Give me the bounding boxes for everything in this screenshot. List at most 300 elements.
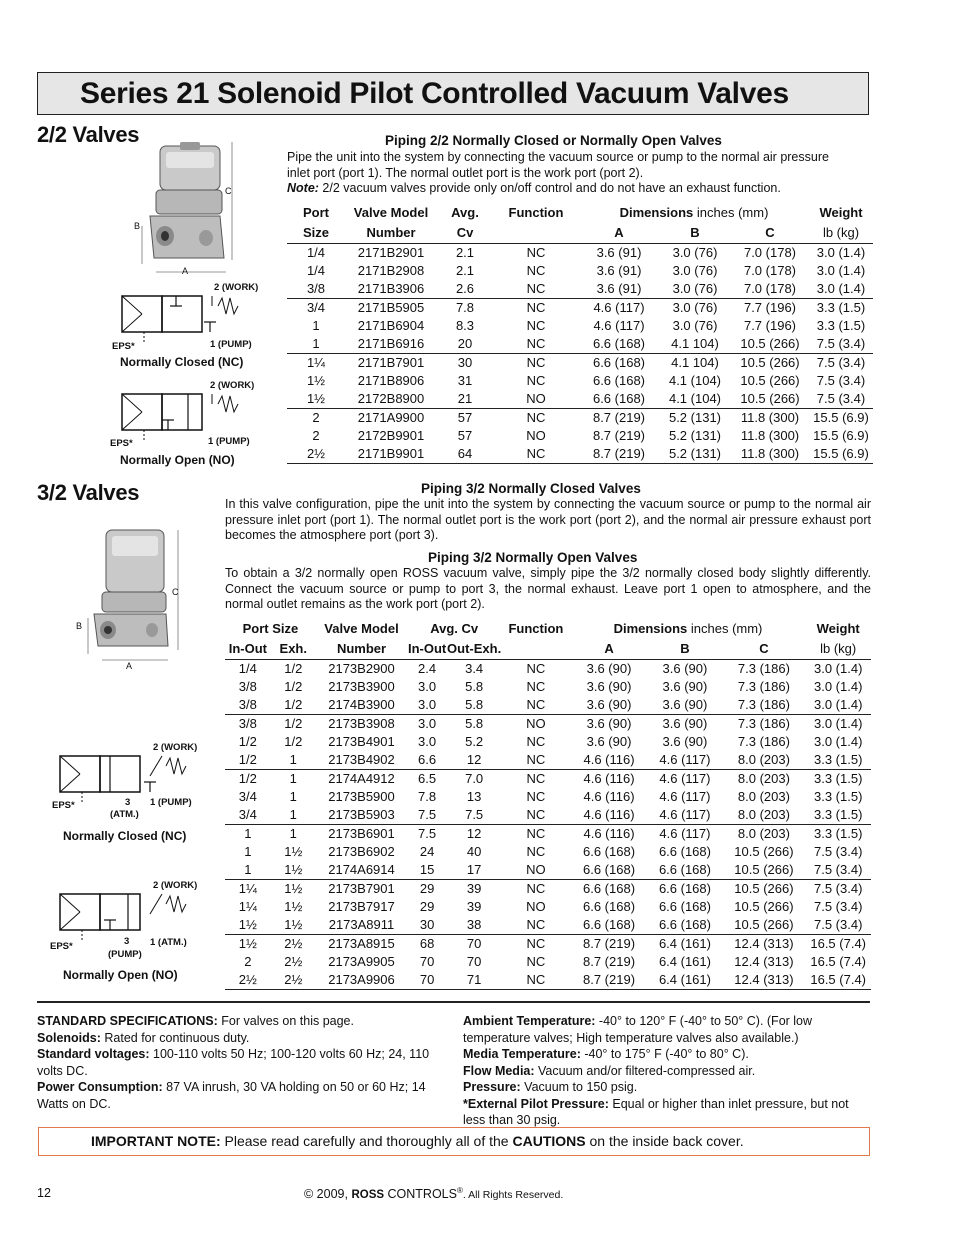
- table-cell: 10.5 (266): [740, 335, 800, 351]
- table-cell: NC: [501, 934, 570, 953]
- table-cell: 8.0 (203): [737, 788, 790, 804]
- table-cell: 6.4 (161): [658, 953, 711, 969]
- table-cell: 2171A9900: [345, 408, 437, 427]
- spec-media-temp: Media Temperature: -40° to 175° F (-40° to 80° C).: [463, 1047, 749, 1061]
- table-cell: 3.6 (90): [586, 660, 632, 676]
- table-cell: 10.5 (266): [734, 861, 794, 877]
- table-cell: 2173B6901: [316, 824, 407, 843]
- table-cell: 2172B9901: [357, 427, 425, 443]
- table-cell: 3/4: [238, 806, 257, 822]
- table-cell: 8.0 (203): [722, 769, 805, 788]
- table-cell: NO: [526, 898, 546, 914]
- table-cell: 2.1: [455, 244, 475, 260]
- piping-2-2-note: [287, 181, 877, 197]
- nc32-work-port-label: 2 (WORK): [153, 742, 198, 753]
- table-cell: 3/8: [238, 696, 257, 712]
- nc-2-2-schematic-symbol: [112, 292, 252, 342]
- table-cell: 1/4: [306, 262, 326, 278]
- col-dim-b: B: [659, 223, 731, 243]
- table-cell: 4.6 (117): [659, 788, 711, 804]
- col-exh: Exh.: [271, 639, 316, 659]
- table-cell: 6.6 (168): [647, 879, 722, 898]
- table-cell: 6.6 (168): [583, 843, 636, 859]
- table-cell: 3.0 (1.4): [813, 678, 863, 694]
- table-cell: 2½: [284, 953, 303, 969]
- table-row-3-2: [225, 879, 871, 898]
- table-cell: 1¼: [287, 353, 345, 372]
- table-cell: 3.0 (1.4): [813, 733, 863, 749]
- table-cell: 1/4: [238, 660, 257, 676]
- col-in-out: In-Out: [225, 639, 271, 659]
- table-cell: 15: [419, 861, 435, 877]
- table-row-2-2: [287, 243, 873, 262]
- table-row-3-2: [225, 934, 871, 953]
- table-cell: 2173A8915: [316, 934, 407, 953]
- table-cell: 6.6 (168): [583, 861, 636, 877]
- table-cell: 2171B6904: [357, 317, 425, 333]
- table-cell: 1/2: [225, 769, 271, 788]
- table-cell: 57: [437, 408, 493, 427]
- table-cell: 1: [244, 861, 252, 877]
- table-cell: 2174A6914: [328, 861, 395, 877]
- table-cell: 2½: [271, 934, 316, 953]
- table-cell: 70: [419, 953, 435, 969]
- table-cell: 57: [457, 427, 473, 443]
- table-cell: 3.6 (90): [662, 660, 708, 676]
- table-cell: 8.7 (219): [571, 971, 648, 990]
- page-number: 12: [37, 1186, 51, 1200]
- col-function-3-2: Function: [508, 621, 564, 636]
- table-cell: 1: [312, 317, 320, 333]
- table-cell: 2173B7901: [316, 879, 407, 898]
- table-cell: NC: [526, 953, 546, 969]
- table-cell: 3/8: [306, 280, 326, 296]
- no32-eps-label: EPS*: [50, 941, 73, 952]
- table-cell: 1¼: [238, 898, 257, 914]
- table-cell: NO: [526, 427, 546, 443]
- table-cell: NC: [526, 317, 546, 333]
- table-cell: 4.6 (116): [571, 769, 648, 788]
- table-cell: 6.4 (161): [647, 971, 722, 990]
- piping-2-2-text: [287, 150, 877, 197]
- table-cell: 6.6 (168): [592, 372, 646, 388]
- no-work-port-label: 2 (WORK): [210, 380, 255, 391]
- table-cell: 70: [447, 934, 501, 953]
- piping-2-2-line1: Pipe the unit into the system by connecting the vacuum source or pump to the normal air pressure: [287, 150, 829, 164]
- table-cell: 10.5 (266): [734, 916, 794, 932]
- table-cell: 1½: [306, 390, 326, 406]
- table-cell: 3.3 (1.5): [805, 769, 871, 788]
- table-cell: 12: [466, 751, 482, 767]
- table-cell: 1: [312, 335, 320, 351]
- note-label: Note:: [287, 181, 319, 195]
- table-cell: 1/2: [284, 733, 303, 749]
- nc-pump-port-label: 1 (PUMP): [210, 339, 252, 350]
- table-cell: 3.0: [418, 696, 437, 712]
- table-row-3-2: [225, 824, 871, 843]
- table-cell: 2: [287, 408, 345, 427]
- no-3-2-schematic-symbol: [50, 890, 190, 940]
- table-row-3-2: [225, 696, 871, 715]
- table-cell: 2173A8911: [328, 916, 395, 932]
- table-cell: 3.6 (91): [596, 280, 642, 296]
- table-cell: 11.8 (300): [731, 408, 809, 427]
- table-cell: 6.6 (168): [571, 879, 648, 898]
- valve-2-2-illustration: [120, 140, 250, 280]
- table-cell: 4.6 (117): [579, 298, 659, 317]
- col-size: Size: [287, 223, 345, 243]
- table-row-2-2: [287, 335, 873, 354]
- table-cell: 3.3 (1.5): [813, 751, 863, 767]
- table-cell: 1/2: [238, 751, 257, 767]
- table-cell: 1½: [306, 372, 326, 388]
- table-cell: 15.5 (6.9): [813, 427, 869, 443]
- col-weight: Weight: [819, 205, 863, 220]
- table-cell: NC: [526, 660, 546, 676]
- piping-2-2-line2: inlet port (port 1). The normal outlet port is the work port (port 2).: [287, 165, 644, 180]
- table-cell: 7.5: [418, 806, 437, 822]
- table-cell: 2171B9901: [345, 445, 437, 464]
- table-cell: NC: [526, 806, 546, 822]
- table-cell: 3.6 (90): [586, 678, 632, 694]
- table-cell: 7.5 (3.4): [805, 879, 871, 898]
- nc32-atm-label: (ATM.): [110, 809, 139, 820]
- table-cell: 3.6 (91): [596, 262, 642, 278]
- table-cell: 7.5 (3.4): [813, 898, 863, 914]
- col-number-3-2: Number: [316, 639, 407, 659]
- table-cell: 2.1: [455, 262, 475, 278]
- dim-label-a-3-2: A: [126, 661, 133, 671]
- table-cell: 21: [457, 390, 473, 406]
- table-cell: 1: [271, 769, 316, 788]
- table-row-2-2: [287, 262, 873, 280]
- table-cell: 12.4 (313): [722, 971, 805, 990]
- col-dimensions-3-2: Dimensions inches (mm): [613, 621, 763, 636]
- table-cell: 3.3 (1.5): [816, 317, 866, 333]
- table-cell: 3.6 (90): [662, 678, 708, 694]
- table-cell: 4.1 104): [671, 335, 719, 351]
- table-cell: 7.3 (186): [737, 660, 790, 676]
- table-cell: 8.7 (219): [579, 445, 659, 464]
- specs-left-column: [37, 1013, 447, 1112]
- table-cell: 7.8: [437, 298, 493, 317]
- table-cell: 15.5 (6.9): [809, 445, 873, 464]
- piping-3-2-no-text: To obtain a 3/2 normally open ROSS vacuum valve, simply pipe the 3/2 normally closed body slightly differently. Connect the vacuum source or pump to port 3, the normal exhaust. Leave port 1 open to atmosphere, and the normal outlet remains as the work port (port 2).: [225, 566, 871, 611]
- nc32-port3-label: 3: [125, 797, 131, 808]
- table-cell: 3.3 (1.5): [809, 298, 873, 317]
- table-cell: 1/2: [284, 678, 303, 694]
- col-dim-a: A: [579, 223, 659, 243]
- table-cell: 3.6 (90): [647, 714, 722, 733]
- spec-standard: STANDARD SPECIFICATIONS: For valves on this page.: [37, 1014, 354, 1028]
- table-cell: 15.5 (6.9): [809, 408, 873, 427]
- table-cell: 3.6 (90): [662, 696, 708, 712]
- table-cell: 5.2: [465, 733, 484, 749]
- table-cell: 6.6 (168): [579, 353, 659, 372]
- col-lbkg: lb (kg): [809, 223, 873, 243]
- spec-voltages: Standard voltages: 100-110 volts 50 Hz; 100-120 volts 60 Hz; 24, 110 volts DC.: [37, 1047, 430, 1078]
- page-title-box: [37, 72, 869, 115]
- table-cell: 2173B4901: [328, 733, 395, 749]
- table-row-3-2: [225, 971, 871, 990]
- nc-3-2-schematic-symbol: [50, 752, 190, 802]
- table-cell: 70: [407, 971, 447, 990]
- table-cell: 2.4: [418, 660, 437, 676]
- table-cell: 3.6 (90): [571, 714, 648, 733]
- table-row-2-2: [287, 445, 873, 464]
- valves-3-2-table: [225, 619, 871, 990]
- table-row-3-2: [225, 751, 871, 770]
- table-cell: 6.6 (168): [658, 843, 711, 859]
- table-cell: 6.6 (168): [583, 898, 636, 914]
- table-cell: NC: [526, 733, 546, 749]
- table-cell: 8.7 (219): [571, 934, 648, 953]
- dim-label-b-3-2: B: [76, 621, 83, 631]
- table-cell: NC: [526, 262, 546, 278]
- table-cell: 31: [457, 372, 473, 388]
- table-cell: 4.6 (117): [647, 769, 722, 788]
- piping-3-2-nc-text: In this valve configuration, pipe the unit into the system by connecting the vacuum source or pump to the normal air pressure inlet port (port 1). The normal outlet port is the work port (port 2), and the normal air pressure exhaust port becomes the atmosphere port (port 3).: [225, 497, 871, 542]
- table-cell: 3.0 (1.4): [816, 262, 866, 278]
- table-cell: 5.2 (131): [659, 445, 731, 464]
- table-cell: 7.8: [418, 788, 437, 804]
- table-cell: 1: [271, 824, 316, 843]
- table-cell: 7.3 (186): [722, 714, 805, 733]
- table-cell: 3.0 (76): [659, 298, 731, 317]
- table-cell: 4.6 (117): [593, 317, 645, 333]
- table-cell: 2171B8906: [357, 372, 425, 388]
- table-cell: NC: [493, 298, 579, 317]
- table-cell: 6.4 (161): [647, 934, 722, 953]
- table-cell: 38: [466, 916, 482, 932]
- piping-2-2-title: Piping 2/2 Normally Closed or Normally Open Valves: [385, 133, 722, 148]
- table-cell: NC: [526, 678, 546, 694]
- table-cell: 11.8 (300): [731, 445, 809, 464]
- table-cell: 3.0 (1.4): [813, 696, 863, 712]
- table-cell: 2.6: [455, 280, 475, 296]
- table-cell: 7.5 (3.4): [813, 843, 863, 859]
- spec-ambient-temp: Ambient Temperature: -40° to 120° F (-40° to 50° C). (For low temperature valves; High temperature valves also available.): [463, 1014, 813, 1045]
- table-cell: 8.7 (219): [592, 427, 646, 443]
- table-cell: 1/2: [284, 660, 303, 676]
- table-row-3-2: [225, 898, 871, 916]
- table-cell: 1/2: [238, 733, 257, 749]
- table-cell: 1/4: [306, 244, 326, 260]
- table-cell: 3.0: [418, 678, 437, 694]
- table-cell: 29: [419, 898, 435, 914]
- table-cell: 6.6 (168): [658, 898, 711, 914]
- table-cell: 6.6 (168): [658, 861, 711, 877]
- table-cell: 8.0 (203): [737, 751, 790, 767]
- table-cell: 1/2: [284, 696, 303, 712]
- table-cell: 3.3 (1.5): [805, 824, 871, 843]
- nc32-pump-port-label: 1 (PUMP): [150, 797, 192, 808]
- table-cell: 2: [244, 953, 252, 969]
- table-cell: 3/4: [238, 788, 257, 804]
- no-eps-label: EPS*: [110, 438, 133, 449]
- table-cell: 12.4 (313): [722, 934, 805, 953]
- table-cell: 6.5: [407, 769, 447, 788]
- table-cell: NC: [501, 824, 570, 843]
- table-cell: 3.0: [418, 733, 437, 749]
- col-avg: Avg.: [451, 205, 479, 220]
- table-cell: 7.0 (178): [743, 244, 797, 260]
- table-cell: 2171B7901: [345, 353, 437, 372]
- table-cell: 3.4: [465, 660, 484, 676]
- table-cell: NC: [493, 408, 579, 427]
- table-cell: 1½: [225, 934, 271, 953]
- col-lbkg-3-2: lb (kg): [805, 639, 871, 659]
- table-cell: NC: [526, 372, 546, 388]
- table-cell: 2173B3908: [316, 714, 407, 733]
- table-cell: 1½: [238, 916, 257, 932]
- table-cell: 7.3 (186): [737, 678, 790, 694]
- table-cell: 1½: [271, 879, 316, 898]
- table-cell: 2171B2901: [357, 244, 425, 260]
- table-cell: 3.6 (90): [586, 696, 632, 712]
- table-row-2-2: [287, 298, 873, 317]
- table-cell: NO: [501, 714, 570, 733]
- section-heading-2-2: 2/2 Valves: [37, 122, 140, 147]
- table-row-2-2: [287, 353, 873, 372]
- valves-2-2-table: [287, 203, 873, 464]
- table-cell: 2171B2908: [357, 262, 425, 278]
- table-cell: 7.5 (3.4): [813, 916, 863, 932]
- table-cell: 40: [466, 843, 482, 859]
- table-cell: 29: [407, 879, 447, 898]
- table-cell: 2173B3900: [328, 678, 395, 694]
- table-cell: NO: [526, 390, 546, 406]
- table-row-3-2: [225, 733, 871, 751]
- table-cell: 16.5 (7.4): [805, 971, 871, 990]
- table-cell: NC: [526, 335, 546, 351]
- table-cell: 2171B3906: [357, 280, 425, 296]
- table-cell: 2171B6916: [357, 335, 425, 351]
- table-cell: 1½: [284, 843, 303, 859]
- table-row-3-2: [225, 769, 871, 788]
- table-cell: 7.7 (196): [731, 298, 809, 317]
- table-cell: NC: [526, 916, 546, 932]
- table-cell: NC: [526, 244, 546, 260]
- table-cell: 12.4 (313): [734, 953, 794, 969]
- table-cell: 8.7 (219): [579, 408, 659, 427]
- table-row-2-2: [287, 372, 873, 390]
- table-cell: 6.6 (168): [658, 916, 711, 932]
- table-cell: 10.5 (266): [740, 390, 800, 406]
- table-cell: 1: [289, 788, 297, 804]
- table-cell: 5.8: [447, 714, 501, 733]
- table-cell: 1½: [284, 916, 303, 932]
- table-cell: 3.6 (91): [596, 244, 642, 260]
- table-row-2-2: [287, 280, 873, 299]
- col-dim-a-3-2: A: [571, 639, 648, 659]
- important-note: IMPORTANT NOTE: Please read carefully and thoroughly all of the CAUTIONS on the inside back cover.: [91, 1133, 744, 1149]
- col-dim-c-3-2: C: [722, 639, 805, 659]
- table-cell: 8.7 (219): [583, 953, 636, 969]
- table-cell: 64: [437, 445, 493, 464]
- table-cell: 10.5 (266): [740, 372, 800, 388]
- table-cell: 10.5 (266): [722, 879, 805, 898]
- no32-pump-label: (PUMP): [108, 949, 142, 960]
- table-cell: 7.5 (3.4): [809, 353, 873, 372]
- table-row-3-2: [225, 788, 871, 806]
- table-cell: NC: [501, 971, 570, 990]
- table-cell: 3.0 (1.4): [816, 244, 866, 260]
- table-cell: 8.3: [455, 317, 475, 333]
- table-cell: 2173A9905: [328, 953, 395, 969]
- table-cell: 3.0 (76): [672, 280, 718, 296]
- table-cell: 4.1 104): [659, 353, 731, 372]
- table-cell: 17: [466, 861, 482, 877]
- table-cell: NC: [493, 445, 579, 464]
- table-cell: NC: [526, 843, 546, 859]
- col-cv: Cv: [437, 223, 493, 243]
- piping-3-2-no-title: Piping 3/2 Normally Open Valves: [428, 550, 638, 565]
- table-row-3-2: [225, 714, 871, 733]
- table-cell: 7.0: [447, 769, 501, 788]
- table-row-3-2: [225, 843, 871, 861]
- table-cell: 2: [312, 427, 320, 443]
- table-cell: NC: [526, 280, 546, 296]
- table-cell: 3.0 (76): [672, 317, 718, 333]
- dim-label-b: B: [134, 221, 141, 231]
- spec-power: Power Consumption: 87 VA inrush, 30 VA holding on 50 or 60 Hz; 14 Watts on DC.: [37, 1080, 426, 1111]
- no-3-2-caption: Normally Open (NO): [63, 968, 178, 982]
- table-cell: 2173B4902: [328, 751, 395, 767]
- section-heading-3-2: 3/2 Valves: [37, 480, 140, 505]
- table-cell: 2173B5900: [328, 788, 395, 804]
- table-cell: 71: [447, 971, 501, 990]
- nc-work-port-label: 2 (WORK): [214, 282, 259, 293]
- nc32-eps-label: EPS*: [52, 800, 75, 811]
- important-note-box: [38, 1127, 870, 1156]
- table-cell: 6.6 (168): [583, 916, 636, 932]
- table-cell: 7.3 (186): [737, 733, 790, 749]
- table-cell: 13: [466, 788, 482, 804]
- table-cell: NC: [526, 751, 546, 767]
- col-port: Port: [303, 205, 329, 220]
- table-cell: 2173B6902: [328, 843, 395, 859]
- spec-pressure: Pressure: Vacuum to 150 psig.: [463, 1080, 638, 1094]
- col-valve-model-3-2: Valve Model: [324, 621, 399, 636]
- table-cell: 7.5 (3.4): [816, 335, 866, 351]
- table-cell: 16.5 (7.4): [810, 953, 867, 969]
- table-row-3-2: [225, 806, 871, 825]
- spec-external-pilot: *External Pilot Pressure: Equal or higher than inlet pressure, but not less than 30 psig.: [463, 1096, 849, 1127]
- table-cell: 3.0 (76): [672, 244, 718, 260]
- dim-label-c: C: [225, 186, 232, 196]
- table-cell: 5.2 (131): [668, 427, 722, 443]
- table-row-2-2: [287, 408, 873, 427]
- table-cell: 30: [419, 916, 435, 932]
- table-cell: NO: [526, 861, 546, 877]
- col-dimensions: Dimensions inches (mm): [619, 205, 769, 220]
- table-row-3-2: [225, 861, 871, 880]
- table-cell: 4.6 (116): [571, 824, 648, 843]
- table-cell: 2173B2900: [328, 660, 395, 676]
- table-cell: 39: [466, 898, 482, 914]
- table-cell: 30: [437, 353, 493, 372]
- table-cell: 3.3 (1.5): [813, 806, 863, 822]
- table-cell: 2½: [287, 445, 345, 464]
- table-cell: 7.7 (196): [743, 317, 797, 333]
- table-row-3-2: [225, 953, 871, 971]
- table-cell: 5.8: [465, 696, 484, 712]
- table-cell: 7.5 (3.4): [816, 390, 866, 406]
- table-cell: 1¼: [225, 879, 271, 898]
- table-cell: 3.0: [407, 714, 447, 733]
- dim-label-a: A: [182, 266, 189, 276]
